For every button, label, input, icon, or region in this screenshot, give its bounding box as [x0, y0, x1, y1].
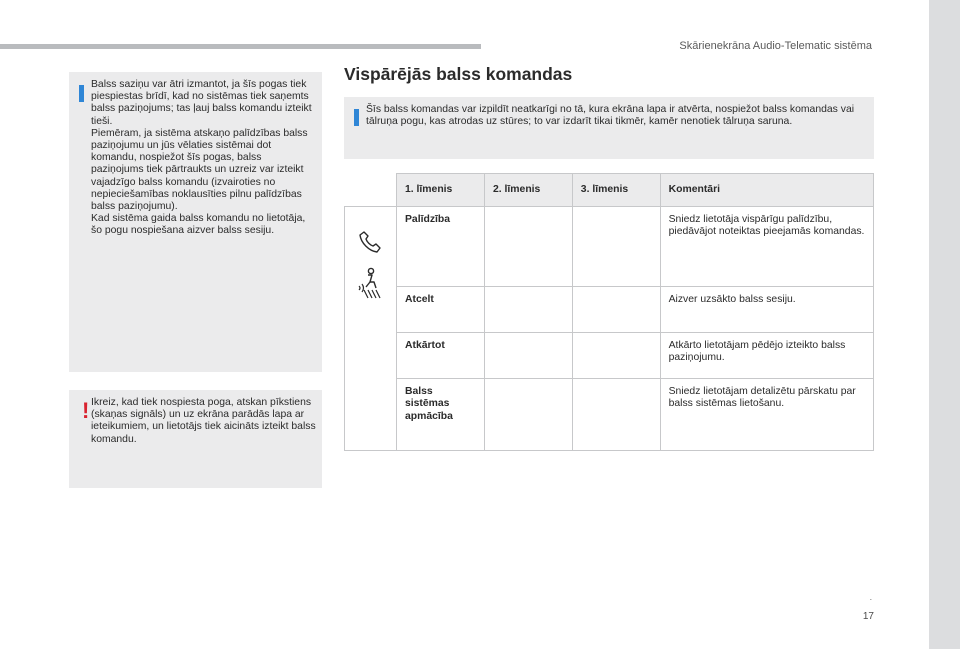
cell-comment: Aizver uzsākto balss sesiju.: [660, 287, 873, 333]
cell-level2: [484, 333, 572, 379]
table-header-row: [345, 174, 874, 207]
table-row: [345, 287, 874, 333]
table-header-level1: 1. līmenis: [396, 174, 484, 207]
table-row: [345, 207, 874, 287]
info-note: [69, 72, 322, 372]
warning-note: [69, 390, 322, 488]
warning-note-text: Ikreiz, kad tiek nospiesta poga, atskan pīkstiens (skaņas signāls) un uz ekrāna parādās lapa ar ieteikumiem, un lietotājs tiek aicināts izteikt balss komandu.: [91, 397, 316, 445]
page-number: 17: [862, 611, 874, 622]
table-header-level2: 2. līmenis: [484, 174, 572, 207]
cell-level3: [572, 287, 660, 333]
cell-level3: [572, 333, 660, 379]
page-side-strip: [929, 0, 960, 649]
cell-level2: [484, 287, 572, 333]
header-rule: [0, 44, 481, 49]
table-header-blank: [345, 174, 397, 207]
section-intro-note: [344, 97, 874, 159]
command-repeat: Atkārtot: [396, 333, 484, 379]
header-title: Skārienekrāna Audio-Telematic sistēma: [679, 40, 872, 52]
cell-comment: Atkārto lietotājam pēdējo izteikto balss paziņojumu.: [660, 333, 873, 379]
cell-comment: Sniedz lietotāja vispārīgu palīdzību, piedāvājot noteiktas pieejamās komandas.: [660, 207, 873, 287]
table-header-comment: Komentāri: [660, 174, 873, 207]
phone-icon: [356, 228, 384, 256]
table-row: [345, 333, 874, 379]
cell-level2: [484, 207, 572, 287]
cell-level3: [572, 207, 660, 287]
icon-cell: [345, 207, 397, 451]
table-row: [345, 379, 874, 451]
command-help: Palīdzība: [396, 207, 484, 287]
voice-command-icon: [354, 266, 386, 300]
section-title: Vispārējās balss komandas: [344, 64, 573, 84]
cell-level3: [572, 379, 660, 451]
voice-commands-table: [344, 173, 874, 451]
warning-icon: !: [82, 398, 90, 423]
continue-mark: .: [869, 593, 872, 602]
table-header-level3: 3. līmenis: [572, 174, 660, 207]
cell-comment: Sniedz lietotājam detalizētu pārskatu par balss sistēmas lietošanu.: [660, 379, 873, 451]
section-intro-text: Šīs balss komandas var izpildīt neatkarīgi no tā, kura ekrāna lapa ir atvērta, nospiežot balss komandas vai tālruņa pogu, kas atrodas uz stūres; to var izdarīt tikai tikmēr, kamēr nenotiek tālruņa saruna.: [366, 104, 855, 128]
command-cancel: Atcelt: [396, 287, 484, 333]
command-voice-training: Balss sistēmas apmācība: [396, 379, 484, 451]
info-note-text: Balss saziņu var ātri izmantot, ja šīs pogas tiek piespiestas brīdī, kad no sistēmas tiek saņemts balss paziņojums; tas ļauj balss komandu izteikt tieši. Piemēram, ja sistēma atskaņo palīdzības balss paziņojumu un jūs vēlaties sistēmai dot komandu, nospiežot šīs pogas, balss paziņojums tiek pārtraukts un uzreiz var izteikt vajadzīgo balss komandu (izvairoties no nepieciešamības noklausīties pilnu palīdzības balss paziņojumu). Kad sistēma gaida balss komandu no lietotāja, šo pogu nospiešana aizver balss sesiju.: [91, 79, 312, 237]
cell-level2: [484, 379, 572, 451]
info-icon: [79, 85, 84, 102]
info-icon: [354, 109, 359, 126]
